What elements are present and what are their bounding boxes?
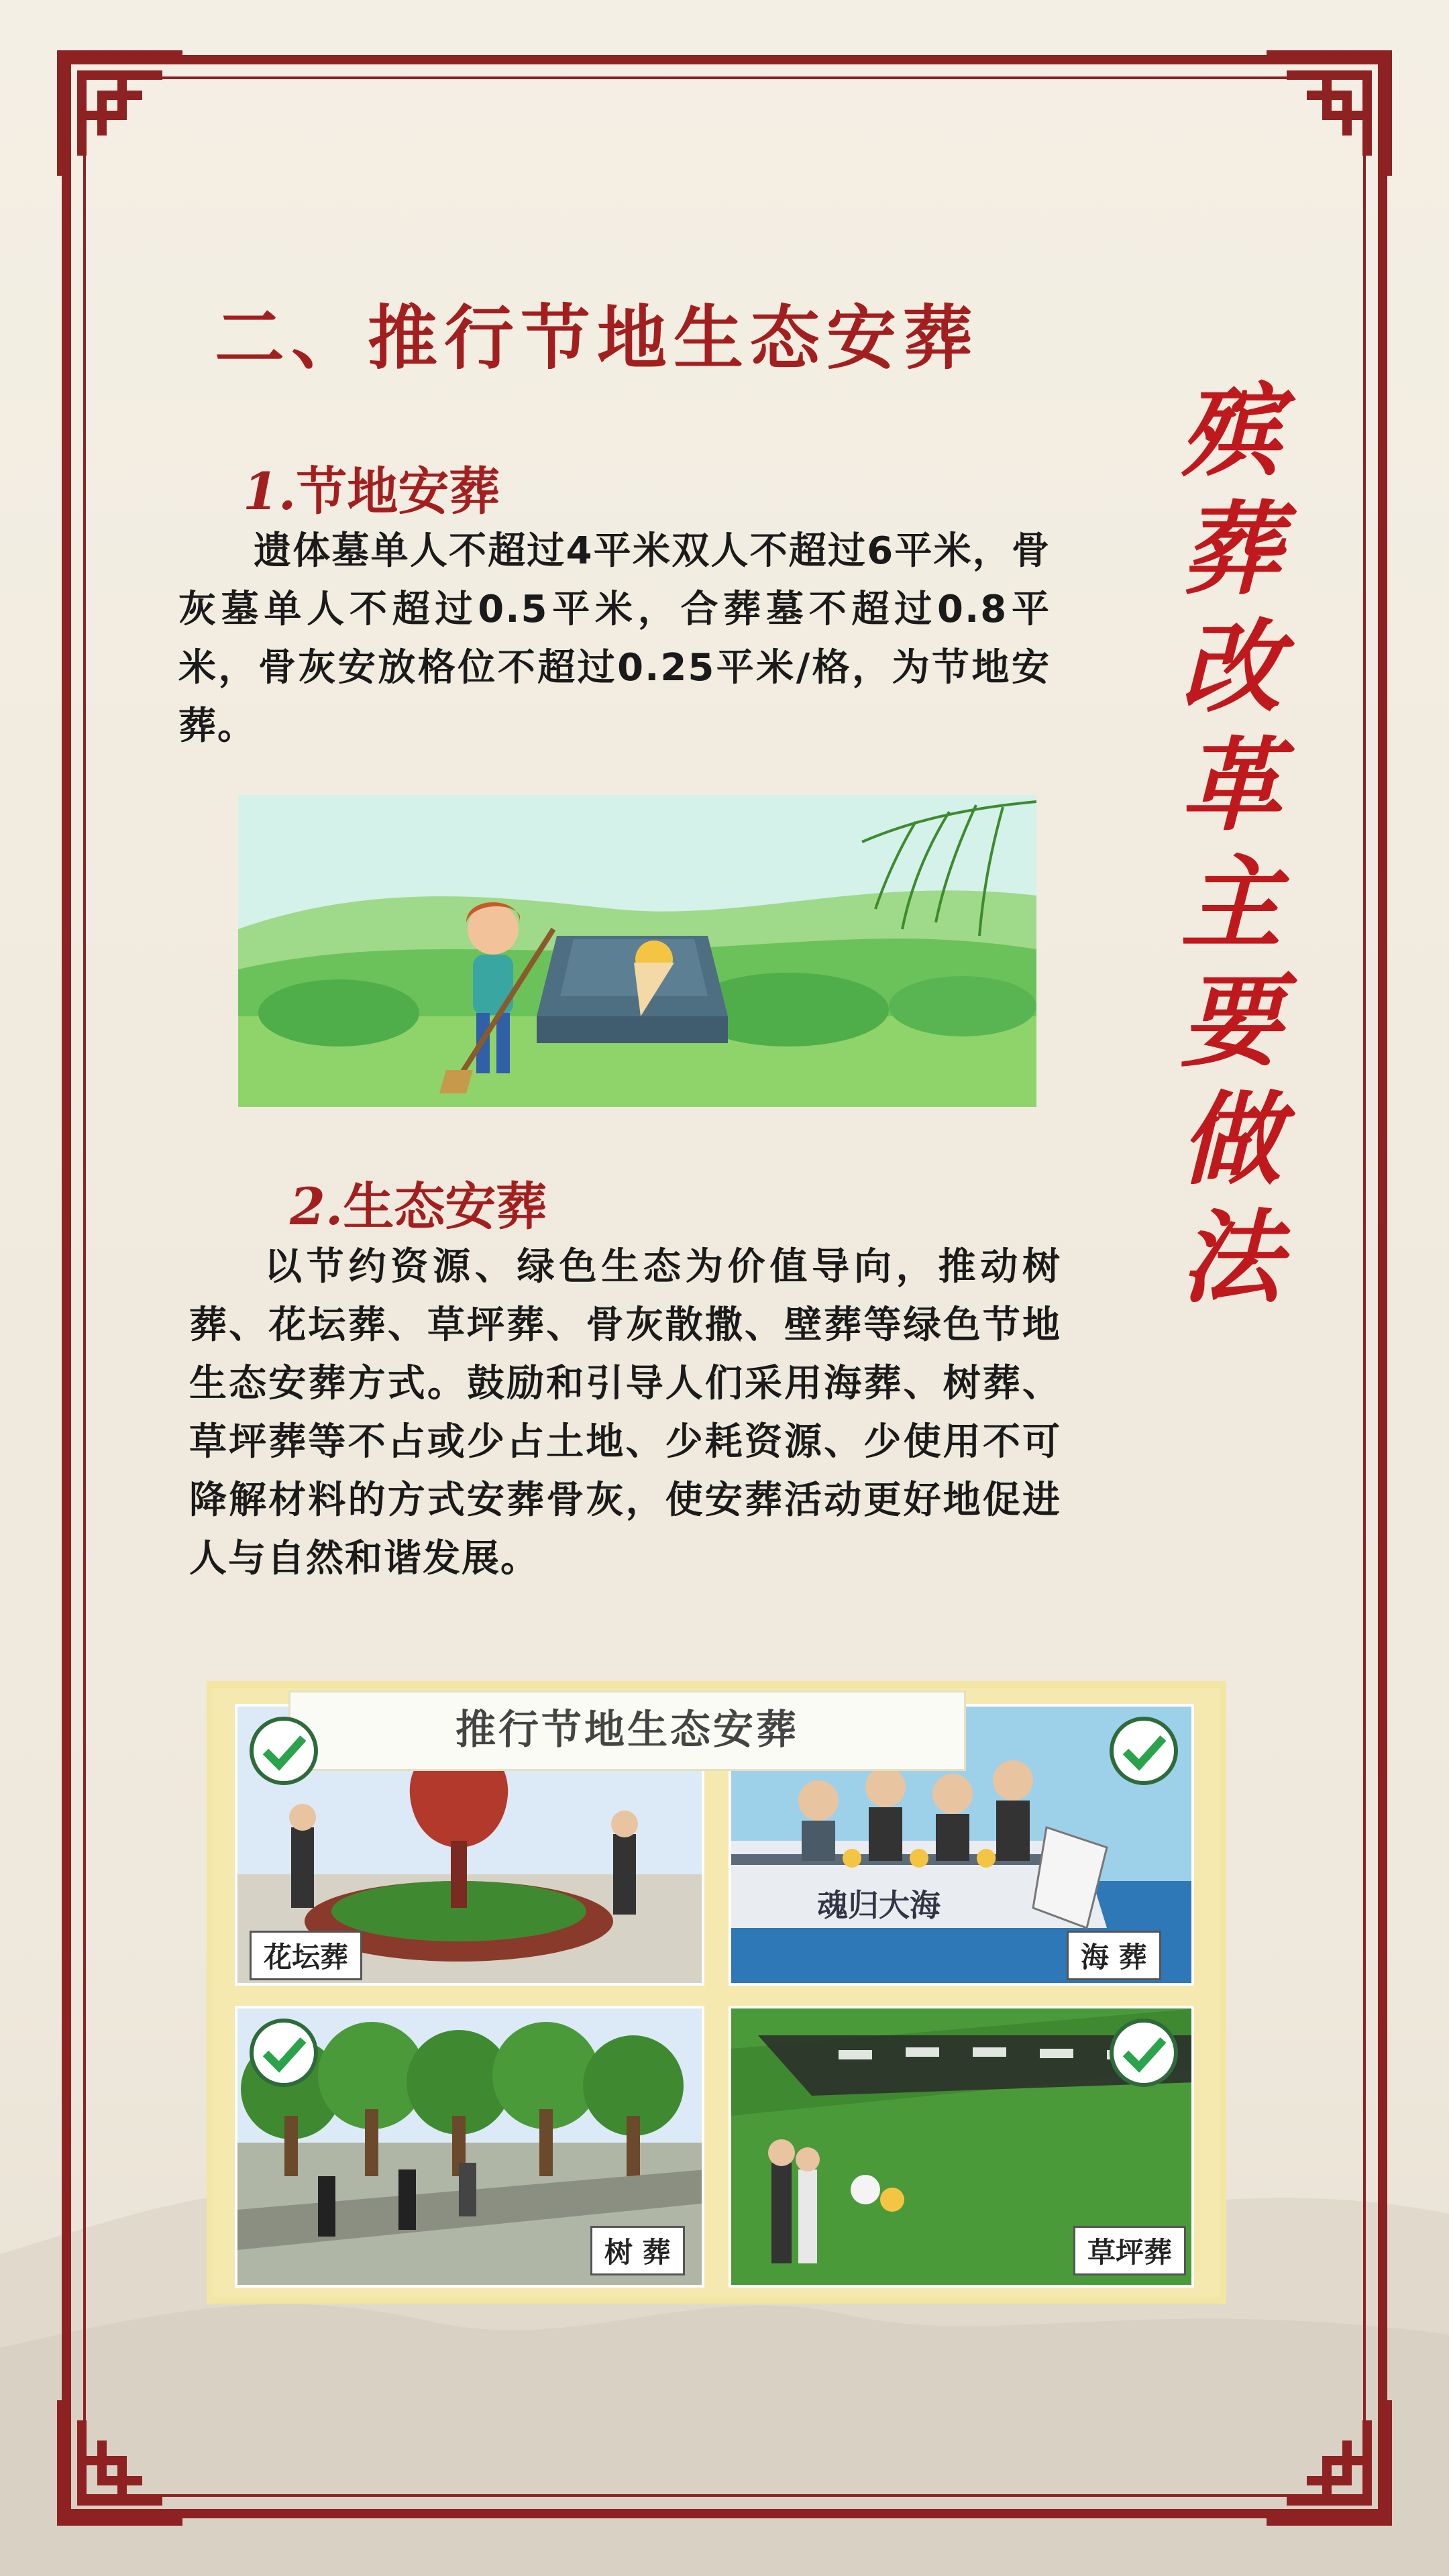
corner-ornament-icon (1260, 48, 1394, 182)
checkmark-icon (1107, 2016, 1181, 2090)
section2-number: 2. (290, 1177, 343, 1236)
section1-title: 节地安葬 (296, 462, 500, 521)
land-saving-burial-illustration (238, 795, 1036, 1107)
corner-ornament-icon (55, 2394, 189, 2528)
corner-ornament-icon (1260, 2394, 1394, 2528)
flower-bed-burial-label: 花坛葬 (250, 1931, 362, 1980)
sea-burial-label: 海 葬 (1067, 1931, 1161, 1980)
checkmark-icon (247, 2016, 321, 2090)
poster-title: 推行节地生态安葬 (288, 1690, 966, 1771)
section1-heading (243, 451, 500, 524)
sea-burial-banner: 魂归大海 (817, 1887, 941, 1923)
section2-paragraph: 以节约资源、绿色生态为价值导向，推动树葬、花坛葬、草坪葬、骨灰散撒、壁葬等绿色节地生态安葬方式。鼓励和引导人们采用海葬、树葬、草坪葬等不占或少占土地、少耗资源、少使用不可降解材料的方式安葬骨灰，使安葬活动更好地促进人与自然和谐发展。 (189, 1245, 1061, 1580)
section2-heading (290, 1166, 547, 1239)
lawn-burial-label: 草坪葬 (1073, 2226, 1186, 2275)
checkmark-icon (247, 1714, 321, 1788)
vertical-title: 殡葬改革主要做法 (1181, 372, 1282, 1317)
section2-title: 生态安葬 (343, 1177, 547, 1236)
tree-burial-label: 树 葬 (590, 2226, 685, 2275)
section1-number: 1. (243, 462, 297, 521)
checkmark-icon (1107, 1714, 1181, 1788)
corner-ornament-icon (55, 48, 189, 182)
main-heading: 二、推行节地生态安葬 (215, 297, 980, 379)
section1-paragraph: 遗体墓单人不超过4平米双人不超过6平米，骨灰墓单人不超过0.5平米，合葬墓不超过0.8平米，骨灰安放格位不超过0.25平米/格，为节地安葬。 (178, 529, 1051, 748)
